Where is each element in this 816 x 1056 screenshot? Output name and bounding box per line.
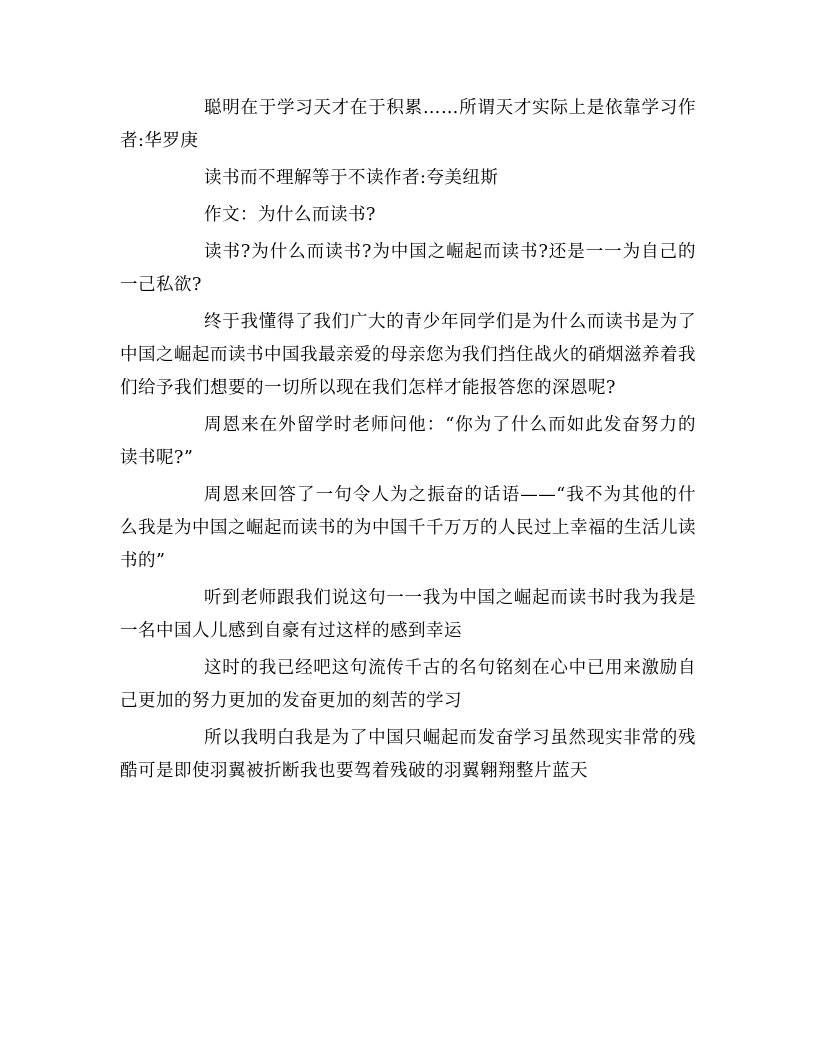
paragraph-teacher-question: 周恩来在外留学时老师问他：“你为了什么而如此发奋努力的读书呢?” — [120, 415, 696, 468]
paragraph-understanding: 终于我懂得了我们广大的青少年同学们是为什么而读书是为了中国之崛起而读书中国我最亲爱的母亲您为我们挡住战火的硝烟滋养着我们给予我们想要的一切所以现在我们怎样才能报答您的深恩呢? — [120, 312, 696, 398]
document-body — [120, 92, 696, 792]
paragraph-quote-comenius: 读书而不理解等于不读作者:夸美纽斯 — [204, 168, 499, 188]
paragraph-motivation: 这时的我已经吧这句流传千古的名句铭刻在心中已用来激励自己更加的努力更加的发奋更加的刻苦的学习 — [120, 658, 696, 711]
essay-title: 作文：为什么而读书? — [204, 205, 376, 225]
paragraph-pride: 听到老师跟我们说这句一一我为中国之崛起而读书时我为我是一名中国人儿感到自豪有过这样的感到幸运 — [120, 588, 696, 641]
paragraph-conclusion: 所以我明白我是为了中国只崛起而发奋学习虽然现实非常的残酷可是即使羽翼被折断我也要驾着残破的羽翼翱翔整片蓝天 — [120, 728, 696, 781]
paragraph-question: 读书?为什么而读书?为中国之崛起而读书?还是一一为自己的一己私欲? — [120, 242, 696, 295]
paragraph-zhou-answer: 周恩来回答了一句令人为之振奋的话语——“我不为其他的什么我是为中国之崛起而读书的为中国千千万万的人民过上幸福的生活儿读书的” — [120, 485, 696, 571]
paragraph-quote-hua-luogeng: 聪明在于学习天才在于积累……所谓天才实际上是依靠学习作者:华罗庚 — [120, 98, 696, 151]
